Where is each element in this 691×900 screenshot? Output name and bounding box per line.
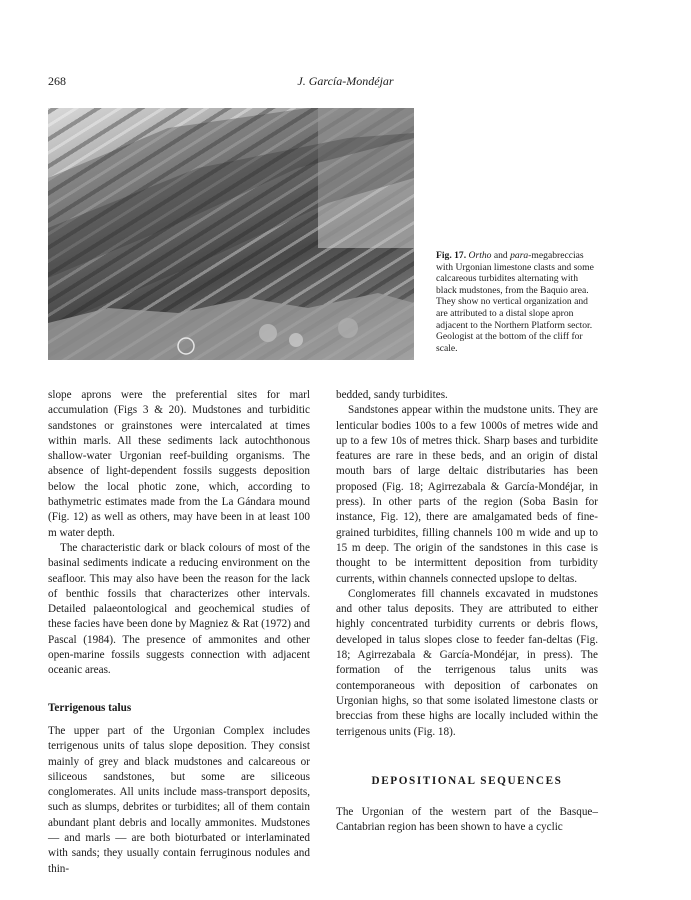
paragraph: The upper part of the Urgonian Complex includes terrigenous units of talus slope deposition. They consist mainly of grey and black mudstones and calcareous or siliceous sandstones, but some are siliceous conglomerates. All units include mass-transport deposits, such as slumps, debrites or turbidites; all of them contain abundant plant debris and locally ammonites. Mudstones — and marls — are both bioturbated or interlaminated with sands; they usually contain ferruginous nodules and thin- [48, 724, 310, 875]
caption-ortho: Ortho [468, 250, 492, 261]
figure-label: Fig. 17. [436, 250, 467, 261]
running-title: J. García-Mondéjar [297, 74, 394, 88]
cliff-photo-illustration [48, 108, 414, 360]
subheading-terrigenous-talus: Terrigenous talus [48, 701, 132, 714]
paragraph: The characteristic dark or black colours of most of the basinal sediments indicate a reducing environment on the seafloor. This may also have been the reason for the lack of benthic fossils that characterizes other intervals. Detailed palaeontological and geochemical studies of these facies have been done by Magniez & Rat (1972) and Pascal (1984). The presence of ammonites and other open-marine fossils suggests connection with adjacent oceanic areas. [48, 541, 310, 677]
section-heading-depositional-sequences: DEPOSITIONAL SEQUENCES [371, 774, 563, 787]
paragraph: Conglomerates fill channels excavated in mudstones and other talus deposits. They are attributed to either highly concentrated turbidity currents or debris flows, developed in talus slopes close to feeder fan-deltas (Fig. 18; Agirrezabala & García-Mondéjar, in press). The formation of the terrigenous talus units was contemporaneous with deposition of carbonates on Urgonian highs, so that some isolated limestone clasts or breccias from these highs are locally included within the terrigenous units (Fig. 18). [336, 587, 598, 738]
paragraph: slope aprons were the preferential sites for marl accumulation (Figs 3 & 20). Mudstones and turbiditic sandstones or grainstones were intercalated at times within marls. All these sediments lack autochthonous shallow-water Urgonian reef-building organisms. The absence of light-dependent fossils suggests deposition below the local photic zone, which, according to bathymetric estimates made from the La Gándara mound (Fig. 12) as well as others, may have been in at least 100 m water depth. [48, 389, 310, 539]
left-column [48, 388, 310, 877]
figure-photo [48, 108, 414, 360]
right-column [336, 388, 598, 836]
caption-para: para [510, 250, 529, 261]
paragraph: The Urgonian of the western part of the Basque–Cantabrian region has been shown to have a cyclic [336, 806, 598, 834]
paragraph: bedded, sandy turbidites. [336, 389, 448, 401]
page-number: 268 [48, 74, 66, 88]
caption-text: -megabreccias with Urgonian limestone clasts and some calcareous turbidites alternating with black mudstones, from the Baquio area. They show no vertical organization and are attributed to a distal slope apron adjacent to the Northern Platform sector. Geologist at the bottom of the cliff for scale. [436, 250, 594, 354]
figure-caption [436, 250, 600, 354]
paragraph: Sandstones appear within the mudstone units. They are lenticular bodies 100s to a few 1000s of metres wide and up to a few 10s of metres thick. Sharp bases and turbidite features are rare in these beds, and an origin of distal mouth bars of large deltaic distributaries has been proposed (Fig. 18; Agirrezabala & García-Mondéjar, in press). In other parts of the region (Soba Basin for instance, Fig. 12), there are amalgamated beds of fine-grained turbidites, filling channels 100 m wide and up to 15 m deep. The origin of the sandstones in this case is thought to be intermittent deposition from turbidity currents, within channels connected upslope to deltas. [336, 404, 598, 585]
caption-and: and [491, 250, 511, 261]
